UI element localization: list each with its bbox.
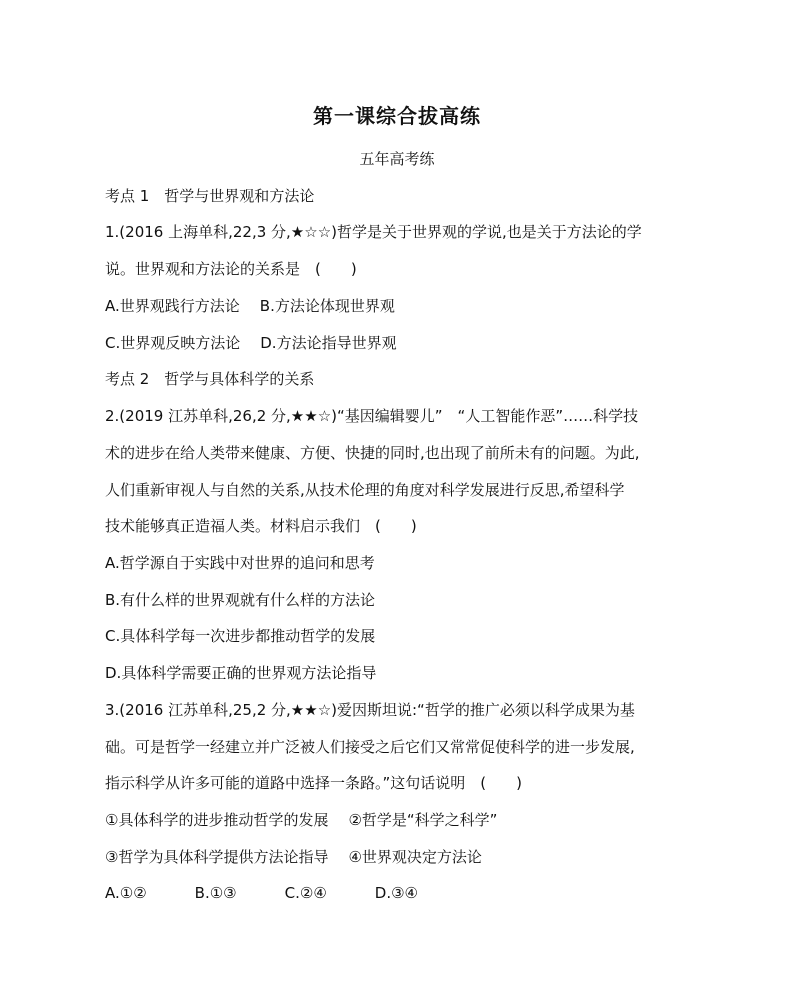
section-heading-1: 考点 1 哲学与世界观和方法论	[105, 187, 315, 205]
q3-stem-line-2: 础。可是哲学一经建立并广泛被人们接受之后它们又常常促使科学的进一步发展,	[105, 738, 635, 756]
q3-stem-line-1: 3.(2016 江苏单科,25,2 分,★★☆)爱因斯坦说:“哲学的推广必须以科学成果为基	[105, 701, 635, 719]
q3-option-b[interactable]: B.①③	[194, 884, 237, 902]
q3-statements-row-2	[105, 847, 482, 867]
q1-options-row-1	[105, 296, 395, 316]
page-subtitle: 五年高考练	[359, 150, 435, 168]
q3-option-a[interactable]: A.①②	[105, 884, 147, 902]
q2-option-a[interactable]: A.哲学源自于实践中对世界的追问和思考	[105, 554, 375, 572]
section-heading-2: 考点 2 哲学与具体科学的关系	[105, 370, 315, 388]
q3-statement-2: ②哲学是“科学之科学”	[348, 811, 498, 829]
q2-stem-line-4: 技术能够真正造福人类。材料启示我们 ( )	[105, 517, 417, 535]
q1-option-a[interactable]: A.世界观践行方法论	[105, 297, 240, 315]
q2-stem-line-1: 2.(2019 江苏单科,26,2 分,★★☆)“基因编辑婴儿” “人工智能作恶”……科学技	[105, 407, 639, 425]
q1-option-b[interactable]: B.方法论体现世界观	[259, 297, 395, 315]
q3-statement-4: ④世界观决定方法论	[348, 848, 482, 866]
q1-stem-line-1: 1.(2016 上海单科,22,3 分,★☆☆)哲学是关于世界观的学说,也是关于方法论的学	[105, 223, 642, 241]
q1-options-row-2	[105, 333, 397, 353]
page-title: 第一课综合拔高练	[313, 104, 481, 128]
q3-statements-row-1	[105, 810, 497, 830]
q2-stem-line-2: 术的进步在给人类带来健康、方便、快捷的同时,也出现了前所未有的问题。为此,	[105, 444, 640, 462]
q3-option-d[interactable]: D.③④	[374, 884, 418, 902]
q2-option-d[interactable]: D.具体科学需要正确的世界观方法论指导	[105, 664, 377, 682]
q3-stem-line-3: 指示科学从许多可能的道路中选择一条路。”这句话说明 ( )	[105, 774, 522, 792]
q3-option-c[interactable]: C.②④	[284, 884, 327, 902]
q1-option-c[interactable]: C.世界观反映方法论	[105, 334, 241, 352]
q2-option-b[interactable]: B.有什么样的世界观就有什么样的方法论	[105, 591, 376, 609]
q3-options-row	[105, 883, 418, 903]
q2-stem-line-3: 人们重新审视人与自然的关系,从技术伦理的角度对科学发展进行反思,希望科学	[105, 481, 625, 499]
q2-option-c[interactable]: C.具体科学每一次进步都推动哲学的发展	[105, 627, 376, 645]
q3-statement-1: ①具体科学的进步推动哲学的发展	[105, 811, 329, 829]
q3-statement-3: ③哲学为具体科学提供方法论指导	[105, 848, 329, 866]
q1-stem-line-2: 说。世界观和方法论的关系是 ( )	[105, 260, 357, 278]
q1-option-d[interactable]: D.方法论指导世界观	[260, 334, 397, 352]
